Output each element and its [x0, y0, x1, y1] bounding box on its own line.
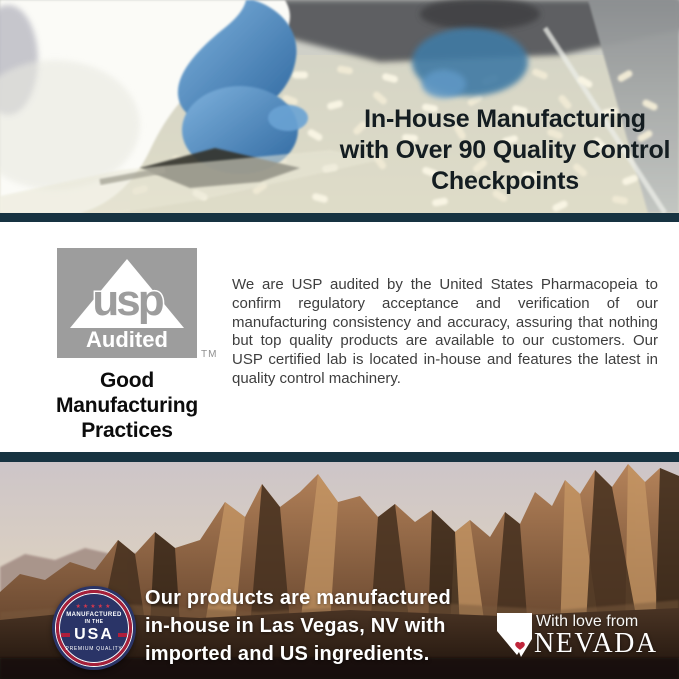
usa-badge — [52, 586, 136, 670]
badge-top-text2: IN THE — [84, 619, 104, 625]
headline-line: Checkpoints — [431, 167, 579, 195]
nevada-photo-section — [0, 462, 679, 679]
trademark-label: TM — [201, 349, 218, 360]
usa-label-row — [61, 627, 127, 643]
top-headline — [333, 104, 677, 197]
nevada-lockup — [496, 610, 666, 670]
usp-body-text: We are USP audited by the United States Pharmacopeia to confirm regulatory acceptance and verification of our manufacturing consistency and accuracy, assuring that nothing but top quality products are available to our customers. Our USP certified lab is located in-house and features the latest in quality control machinery. — [232, 276, 658, 387]
message-line: Our products are manufactured — [145, 587, 451, 609]
nevada-tagline: With love from — [536, 613, 639, 630]
headline-line: In-House Manufacturing — [364, 105, 646, 133]
usp-audited-section — [0, 222, 679, 452]
message-line: in-house in Las Vegas, NV with — [145, 615, 446, 637]
divider-bar-top — [0, 213, 679, 222]
nevada-state-icon — [496, 612, 534, 658]
gmp-title — [17, 368, 237, 443]
usp-logo-text: usp — [92, 276, 162, 325]
badge-bottom-text: PREMIUM QUALITY — [65, 646, 123, 652]
divider-bar-bottom — [0, 452, 679, 462]
nevada-label: NEVADA — [534, 628, 658, 659]
message-line: imported and US ingredients. — [145, 643, 430, 665]
usa-badge-content — [52, 586, 136, 670]
stars-icon: ★★★★★ — [75, 604, 113, 610]
manufacturing-photo-section — [0, 0, 679, 213]
usp-audited-logo — [57, 248, 197, 358]
gmp-title-line: Good — [99, 369, 155, 392]
bottom-message — [145, 584, 451, 668]
usp-audited-label: Audited — [86, 327, 168, 352]
badge-top-text: MANUFACTURED — [66, 612, 122, 618]
gmp-title-line: Manufacturing — [55, 394, 199, 417]
gmp-title-line: Practices — [81, 419, 173, 442]
usa-label: USA — [74, 626, 114, 643]
red-bar-left — [61, 633, 70, 637]
red-bar-right — [118, 633, 127, 637]
usp-triangle-icon — [57, 248, 197, 358]
headline-line: with Over 90 Quality Control — [339, 136, 671, 164]
